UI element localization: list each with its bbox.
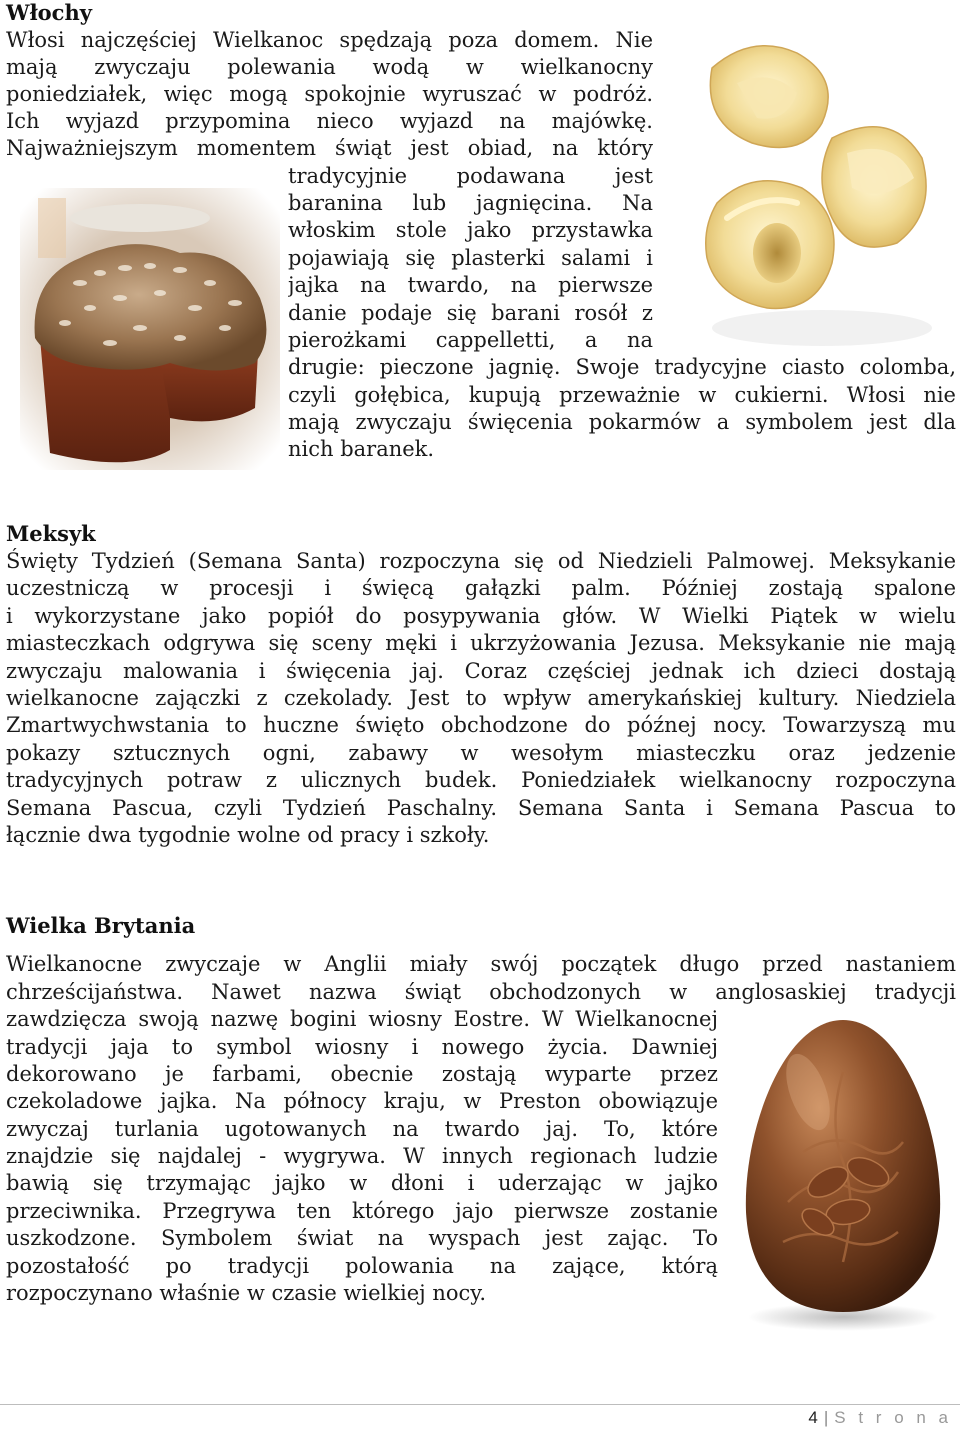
text-line: drugie: pieczone jagnię. Swoje tradycyjne ciasto colomba, <box>288 355 956 379</box>
text-line: włoskim stole jako przystawka <box>288 218 653 242</box>
text-line: mają zwyczaju święcenia pokarmów a symbolem jest dla <box>288 410 956 434</box>
text-line: Ich wyjazd przypomina nieco wyjazd na majówkę. <box>6 109 653 133</box>
text-line: Zmartwychwstania to huczne święto obchodzone do późnej nocy. Towarzyszą mu <box>6 713 956 737</box>
text-line: bawią się trzymając jajko w dłoni i uderzając w jajko <box>6 1171 718 1195</box>
text-line: łącznie dwa tygodnie wolne od pracy i szkoły. <box>6 823 490 847</box>
text-line: tradycji jaja to symbol wiosny i nowego życia. Dawniej <box>6 1035 718 1059</box>
text-line: danie podaje się barani rosół z <box>288 301 653 325</box>
text-line: przeciwnika. Przegrywa ten którego jajo pierwsze zostanie <box>6 1199 718 1223</box>
heading-italy: Włochy <box>6 0 92 25</box>
text-line: rozpoczynano właśnie w czasie wielkiej nocy. <box>6 1281 486 1305</box>
text-line: mają zwyczaju polewania wodą w wielkanocny <box>6 55 653 79</box>
text-line: Święty Tydzień (Semana Santa) rozpoczyna się od Niedzieli Palmowej. Meksykanie <box>6 549 956 573</box>
heading-britain: Wielka Brytania <box>6 913 196 938</box>
text-line: czekoladowe jajka. Na północy kraju, w Preston obowiązuje <box>6 1089 718 1113</box>
heading-mexico: Meksyk <box>6 521 96 546</box>
text-line: zawdzięcza swoją nazwę bogini wiosny Eostre. W Wielkanocnej <box>6 1007 718 1031</box>
colomba-cake-image <box>20 188 280 470</box>
text-line: chrześcijaństwa. Nawet nazwa świąt obchodzonych w anglosaskiej tradycji <box>6 980 956 1004</box>
cappelletti-image <box>682 28 942 353</box>
text-line: pojawiają się plasterki salami i <box>288 246 653 270</box>
text-line: wielkanocne zajączki z czekolady. Jest to wpływ amerykańskiej kultury. Niedziela <box>6 686 956 710</box>
text-line: miasteczkach odgrywa się sceny męki i ukrzyżowania Jezusa. Meksykanie nie mają <box>6 631 956 655</box>
text-line: pozostałość po tradycji polowania na zające, którą <box>6 1254 718 1278</box>
text-line: pierożkami cappelletti, a na <box>288 328 653 352</box>
text-line: poniedziałek, więc mogą spokojnie wyruszać w podróż. <box>6 82 653 106</box>
text-line: tradycyjnie podawana jest <box>288 164 653 188</box>
text-line: uczestniczą w procesji i święcą gałązki palm. Później zostają spalone <box>6 576 956 600</box>
text-line: jajka na twardo, na pierwsze <box>288 273 653 297</box>
text-line: zwyczaju malowania i święcenia jaj. Coraz częściej jednak ich dzieci dostają <box>6 659 956 683</box>
text-line: dekorowano je farbami, obecnie zostają wyparte przez <box>6 1062 718 1086</box>
text-line: Najważniejszym momentem świąt jest obiad, na który <box>6 136 653 160</box>
text-line: uszkodzone. Symbolem świat na wyspach jest zając. To <box>6 1226 718 1250</box>
text-line: czyli gołębica, kupują przeważnie w cukierni. Włosi nie <box>288 383 956 407</box>
text-line: Wielkanocne zwyczaje w Anglii miały swój początek długo przed nastaniem <box>6 952 956 976</box>
text-line: tradycyjnych potraw z ulicznych budek. Poniedziałek wielkanocny rozpoczyna <box>6 768 956 792</box>
footer-separator: | <box>823 1408 829 1427</box>
page-label: S t r o n a <box>834 1408 952 1427</box>
footer-rule <box>0 1404 960 1405</box>
text-line: pokazy sztucznych ogni, zabawy w wesołym miasteczku oraz jedzenie <box>6 741 956 765</box>
text-line: baranina lub jagnięcina. Na <box>288 191 653 215</box>
page-footer <box>808 1408 952 1428</box>
page-number: 4 <box>808 1408 818 1427</box>
text-line: nich baranek. <box>288 437 435 461</box>
text-line: Włosi najczęściej Wielkanoc spędzają poza domem. Nie <box>6 28 653 52</box>
text-line: znajdzie się najdalej - wygrywa. W innych regionach ludzie <box>6 1144 718 1168</box>
chocolate-egg-image <box>728 1012 958 1362</box>
text-line: Semana Pascua, czyli Tydzień Paschalny. Semana Santa i Semana Pascua to <box>6 796 956 820</box>
text-line: zwyczaj turlania ugotowanych na twardo jaj. To, które <box>6 1117 718 1141</box>
text-line: i wykorzystane jako popiół do posypywania głów. W Wielki Piątek w wielu <box>6 604 956 628</box>
